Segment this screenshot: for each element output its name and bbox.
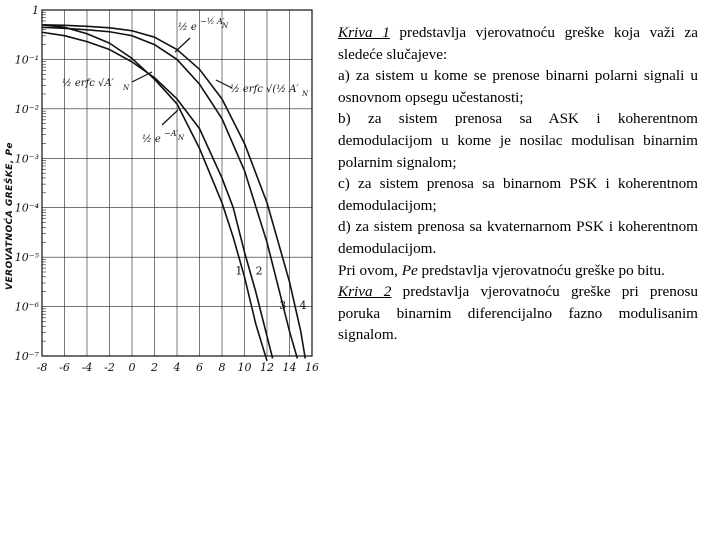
y-tick-label: 10⁻⁴ xyxy=(14,201,39,215)
x-tick-label: 6 xyxy=(196,361,203,374)
curve-label-3: 3 xyxy=(279,299,287,313)
x-tick-label: -6 xyxy=(59,361,70,374)
y-tick-label: 1 xyxy=(32,4,39,17)
x-tick-label: -4 xyxy=(81,361,93,374)
x-tick-label: 8 xyxy=(218,361,226,374)
y-tick-label: 10⁻² xyxy=(14,102,39,116)
item-c: c) za sistem prenosa sa binarnom PSK i koherentnom demodulacijom; xyxy=(338,175,698,214)
x-tick-label: -2 xyxy=(104,361,115,374)
grid xyxy=(42,10,312,356)
svg-text:N: N xyxy=(123,84,130,92)
x-tick-label: 10 xyxy=(237,361,252,374)
x-tick-label: 14 xyxy=(282,361,297,374)
para1-text: predstavlja vjerovatnoću greške koja važi za sledeće slučajeve: xyxy=(338,24,698,63)
svg-text:−½ A′: −½ A′ xyxy=(200,17,225,26)
x-tick-label: 2 xyxy=(151,361,158,374)
svg-text:N: N xyxy=(302,90,309,98)
ann-erfc-sqrt xyxy=(62,72,152,92)
x-tick-label: 4 xyxy=(173,361,181,374)
svg-text:−A′: −A′ xyxy=(164,129,179,138)
para-pri xyxy=(338,260,698,282)
kriva1-label: Kriva 1 xyxy=(338,24,390,41)
y-tick-label: 10⁻⁷ xyxy=(14,350,39,363)
para-kriva1 xyxy=(338,22,698,65)
item-a: a) za sistem u kome se prenose binarni polarni signali u osnovnom opsegu učestanosti; xyxy=(338,67,698,106)
pri-start: Pri ovom, xyxy=(338,261,402,279)
svg-text:N: N xyxy=(222,22,229,30)
para2-text: predstavlja vjerovatnoću greške pri prenosu poruka binarnim diferencijalno fazno modulisanim signalom. xyxy=(338,283,698,344)
curve-label-2: 2 xyxy=(255,264,263,278)
error-probability-chart xyxy=(0,0,330,390)
svg-text:½ e: ½ e xyxy=(178,22,197,33)
y-tick-label: 10⁻⁶ xyxy=(14,300,39,314)
y-axis-label: VEROVATNOĆA GREŠKE, Pe xyxy=(5,142,15,290)
x-tick-label: 12 xyxy=(260,361,274,374)
ann-e-half xyxy=(175,17,229,52)
x-tick-label: -8 xyxy=(36,361,48,374)
item-d: d) za sistem prenosa sa kvaternarnom PSK i koherentnom demodulacijom. xyxy=(338,218,698,257)
kriva2-label: Kriva 2 xyxy=(338,283,392,301)
ann-e xyxy=(142,110,185,145)
svg-text:½ e: ½ e xyxy=(142,134,161,145)
x-tick-label: 16 xyxy=(305,361,319,374)
y-tick-label: 10⁻¹ xyxy=(14,53,39,67)
ann-erfc-sqrt-half xyxy=(216,80,309,98)
curve-label-4: 4 xyxy=(299,299,307,313)
description-text xyxy=(338,22,698,346)
curve-4 xyxy=(42,25,305,359)
curve-label-1: 1 xyxy=(235,264,243,278)
svg-text:N: N xyxy=(178,134,185,142)
curve-3 xyxy=(42,27,297,358)
y-tick-label: 10⁻³ xyxy=(14,152,39,166)
x-tick-label: 0 xyxy=(128,361,136,374)
pri-rest: predstavlja vjerovatnoću greške po bitu. xyxy=(417,261,665,279)
pe-symbol: Pe xyxy=(401,261,418,279)
svg-text:½ erfc √A′: ½ erfc √A′ xyxy=(62,78,114,89)
svg-text:½ erfc √(½ A′: ½ erfc √(½ A′ xyxy=(230,84,299,95)
para-kriva2 xyxy=(338,281,698,346)
item-b: b) za sistem prenosa sa ASK i koherentnom demodulacijom u kome je nosilac modulisan binarnim polarnim signalom; xyxy=(338,110,698,171)
y-tick-label: 10⁻⁵ xyxy=(14,251,39,265)
